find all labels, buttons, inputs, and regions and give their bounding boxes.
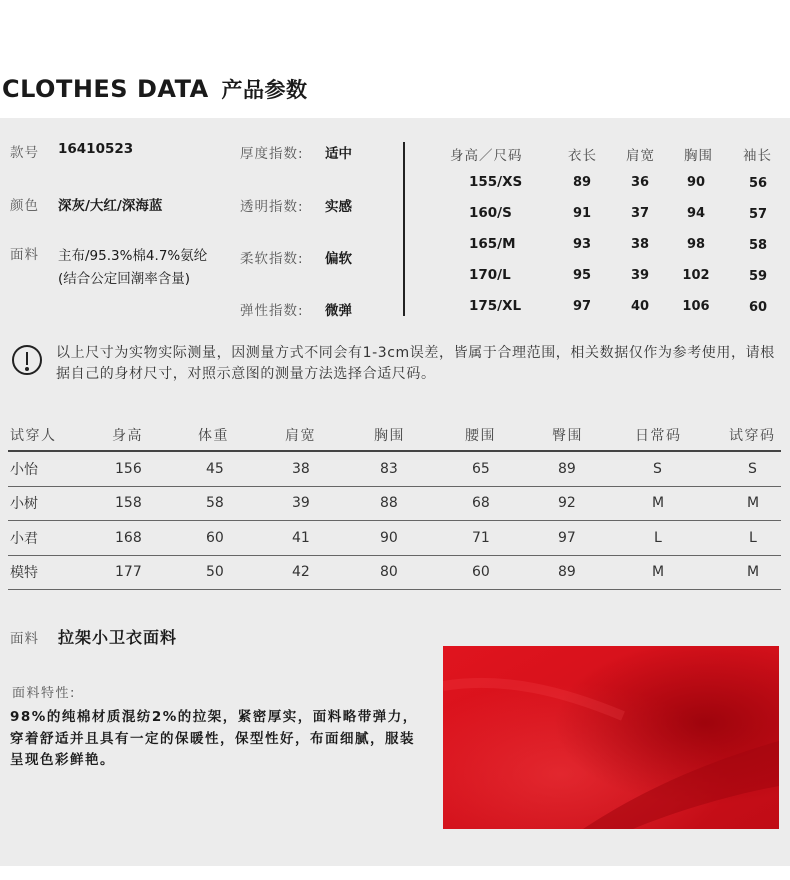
size-cell: 91 — [572, 206, 592, 221]
fabric-name: 拉架小卫衣面料 — [58, 628, 178, 647]
trial-cell: M — [652, 495, 665, 512]
transparency-label: 透明指数: — [240, 199, 304, 215]
trial-cell: 60 — [206, 529, 224, 546]
trial-cell: 71 — [472, 529, 490, 546]
size-cell: 97 — [572, 299, 592, 314]
style-no-value: 16410523 — [58, 141, 134, 157]
color-value: 深灰/大红/深海蓝 — [58, 198, 163, 214]
size-cell: 89 — [572, 175, 592, 190]
trial-cell: 41 — [292, 529, 310, 546]
trial-cell: 89 — [558, 460, 576, 477]
divider-line — [403, 142, 405, 316]
trial-cell: S — [748, 460, 757, 477]
exclamation-circle-icon — [12, 345, 42, 375]
table-row — [8, 556, 781, 591]
trial-cell: 90 — [380, 529, 398, 546]
trial-header-cell: 腰围 — [465, 428, 496, 444]
table-row — [8, 452, 781, 487]
size-cell: 36 — [630, 175, 650, 190]
size-cell: 59 — [748, 269, 768, 284]
trial-cell: 58 — [206, 495, 224, 512]
fabric-swatch-image — [443, 646, 779, 829]
fabric-section-label: 面料 — [10, 631, 39, 647]
fabric-label: 面料 — [10, 247, 39, 263]
size-cell: 90 — [686, 175, 706, 190]
softness-label: 柔软指数: — [240, 251, 304, 267]
page-title-cn: 产品参数 — [221, 78, 308, 102]
trial-cell: M — [747, 564, 760, 581]
trial-cell: 42 — [292, 564, 310, 581]
trial-header-cell: 臀围 — [552, 428, 583, 444]
trial-cell: 模特 — [10, 565, 38, 582]
elasticity-label: 弹性指数: — [240, 303, 304, 319]
trial-cell: 97 — [558, 529, 576, 546]
size-cell: 57 — [748, 207, 768, 222]
size-label: 170/L — [469, 267, 511, 283]
size-label: 165/M — [469, 236, 516, 252]
size-cell: 38 — [630, 237, 650, 252]
trial-header-cell: 试穿人 — [10, 428, 57, 444]
elasticity-value: 微弹 — [325, 303, 352, 319]
trial-cell: L — [749, 529, 757, 546]
size-cell: 39 — [630, 268, 650, 283]
trial-header-cell: 日常码 — [635, 428, 682, 444]
trial-cell: 小怡 — [10, 461, 38, 478]
thickness-value: 适中 — [325, 146, 352, 162]
size-cell: 106 — [682, 299, 710, 314]
size-label: 175/XL — [469, 298, 522, 314]
trial-header-cell: 试穿码 — [729, 428, 776, 444]
trial-header-cell: 体重 — [198, 428, 229, 444]
trial-header-cell: 胸围 — [374, 428, 405, 444]
color-label: 颜色 — [10, 198, 39, 214]
size-cell: 98 — [686, 237, 706, 252]
trial-cell: 158 — [115, 495, 142, 512]
trial-cell: 168 — [115, 529, 142, 546]
table-row — [8, 487, 781, 522]
fabric-value-line2: (结合公定回潮率含量) — [58, 271, 191, 287]
size-header-chest: 胸围 — [684, 148, 713, 164]
trial-cell: 80 — [380, 564, 398, 581]
footer-band — [0, 866, 790, 880]
trial-cell: 65 — [472, 460, 490, 477]
fabric-feature-text: 98%的纯棉材质混纺2%的拉架，紧密厚实，面料略带弹力，穿着舒适并且具有一定的保暖性，保型性好，布面细腻，服装呈现色彩鲜艳。 — [10, 709, 418, 768]
size-header-height: 身高／尺码 — [450, 148, 523, 164]
size-cell: 58 — [748, 238, 768, 253]
trial-cell: 88 — [380, 495, 398, 512]
size-cell: 37 — [630, 206, 650, 221]
trial-cell: M — [652, 564, 665, 581]
size-label: 155/XS — [469, 174, 523, 190]
trial-cell: S — [653, 460, 662, 477]
trial-cell: 83 — [380, 460, 398, 477]
trial-cell: 92 — [558, 495, 576, 512]
trial-cell: L — [654, 529, 662, 546]
size-header-length: 衣长 — [568, 148, 597, 164]
trial-cell: 45 — [206, 460, 224, 477]
thickness-label: 厚度指数: — [240, 146, 304, 162]
trial-cell: 156 — [115, 460, 142, 477]
trial-cell: 177 — [115, 564, 142, 581]
table-row — [8, 521, 781, 556]
size-cell: 60 — [748, 300, 768, 315]
transparency-value: 实感 — [325, 199, 352, 215]
fabric-value-line1: 主布/95.3%棉4.7%氨纶 — [58, 248, 208, 264]
style-no-label: 款号 — [10, 145, 39, 161]
measurement-notice: 以上尺寸为实物实际测量，因测量方式不同会有1-3cm误差，皆属于合理范围，相关数据仅作为参考使用，请根据自己的身材尺寸，对照示意图的测量方法选择合适尺码。 — [56, 345, 775, 382]
size-header-sleeve: 袖长 — [743, 148, 772, 164]
size-cell: 93 — [572, 237, 592, 252]
trial-cell: 小君 — [10, 530, 38, 547]
header-band — [0, 0, 790, 118]
trial-cell: 60 — [472, 564, 490, 581]
trial-table-header — [8, 420, 781, 452]
size-cell: 56 — [748, 176, 768, 191]
trial-cell: 小树 — [10, 496, 38, 513]
page-title: CLOTHES DATA 产品参数 — [2, 75, 308, 103]
size-cell: 102 — [682, 268, 710, 283]
size-cell: 94 — [686, 206, 706, 221]
fabric-swatch-graphic — [443, 646, 779, 829]
size-cell: 95 — [572, 268, 592, 283]
trial-header-cell: 身高 — [112, 428, 143, 444]
trial-cell: 38 — [292, 460, 310, 477]
trial-cell: 89 — [558, 564, 576, 581]
softness-value: 偏软 — [325, 251, 352, 267]
trial-cell: 50 — [206, 564, 224, 581]
trial-cell: 68 — [472, 495, 490, 512]
trial-cell: 39 — [292, 495, 310, 512]
size-cell: 40 — [630, 299, 650, 314]
trial-cell: M — [747, 495, 760, 512]
size-label: 160/S — [469, 205, 512, 221]
fabric-feature-label: 面料特性: — [12, 686, 76, 701]
size-header-shoulder: 肩宽 — [626, 148, 655, 164]
trial-header-cell: 肩宽 — [285, 428, 316, 444]
trial-table — [8, 420, 781, 590]
